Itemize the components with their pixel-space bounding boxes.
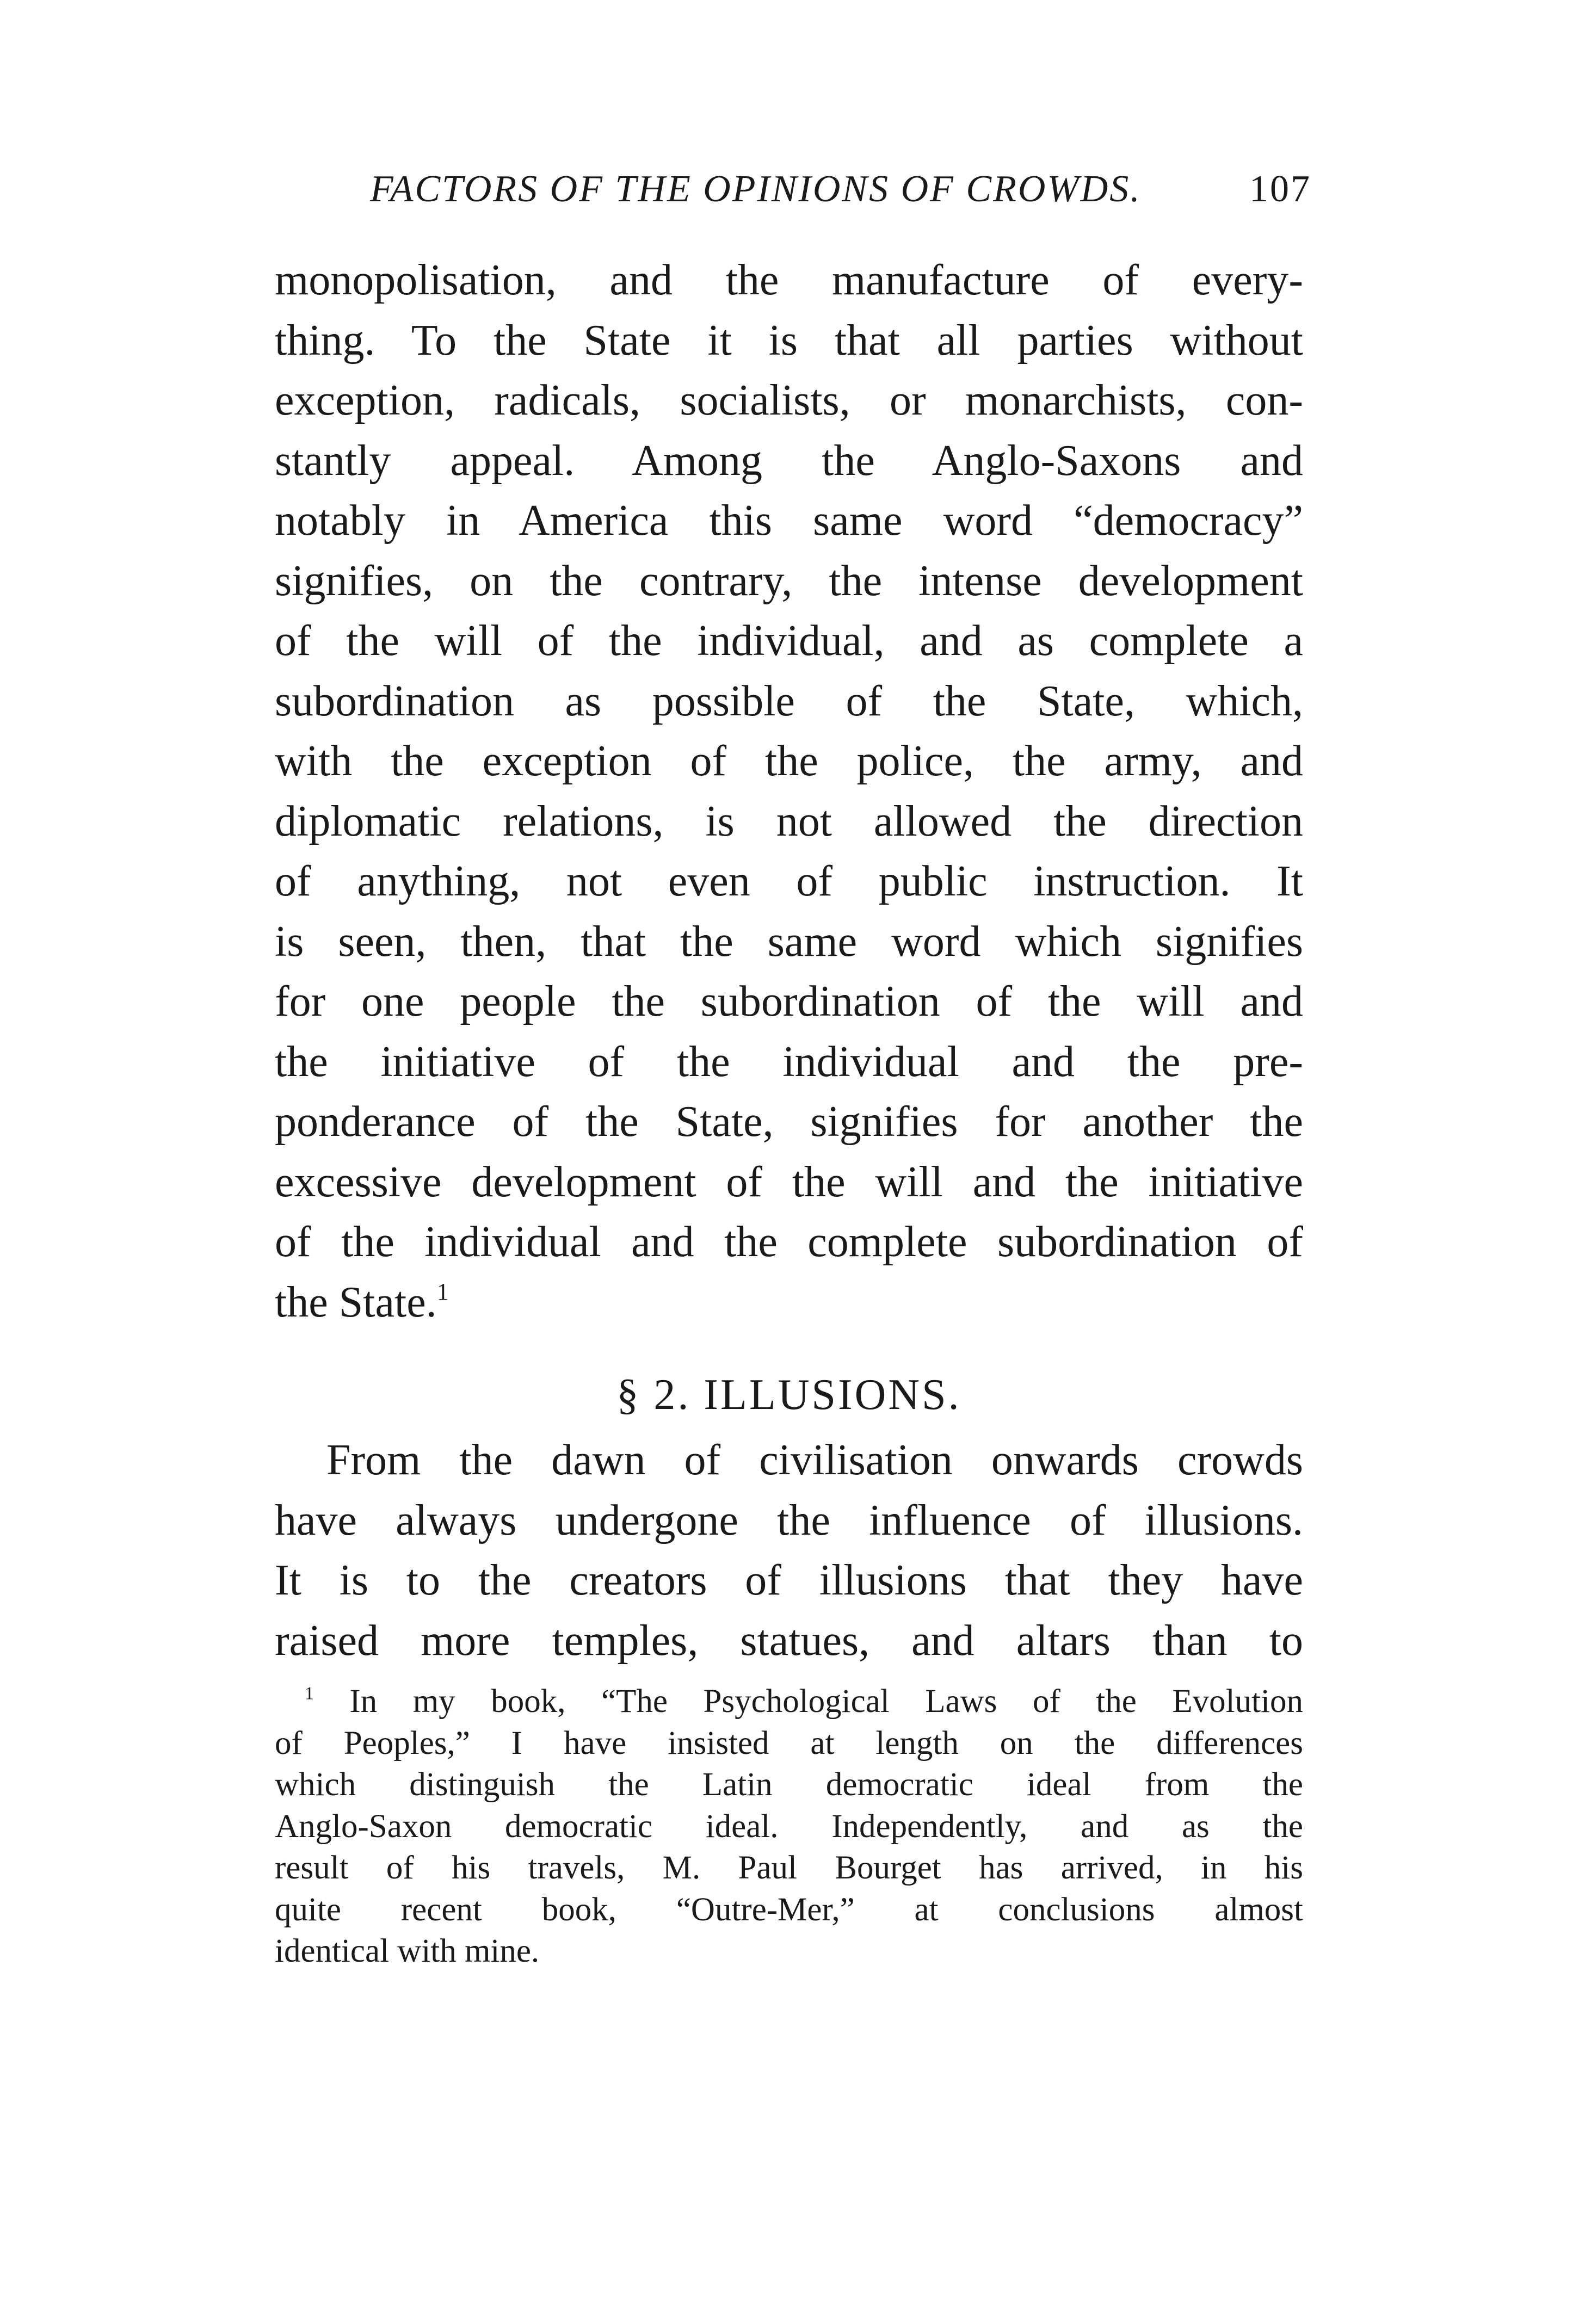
page-number: 107 [1249, 168, 1311, 210]
text-line: It is to the creators of illusions that they have [275, 1556, 1303, 1604]
text-line: diplomatic relations, is not allowed the direction [275, 797, 1303, 845]
text-line: stantly appeal. Among the Anglo-Saxons and [275, 436, 1303, 485]
footnote-line: identical with mine. [275, 1933, 540, 1969]
text-line: the initiative of the individual and the pre- [275, 1037, 1303, 1086]
text-line: thing. To the State it is that all parties without [275, 316, 1303, 364]
footnote-line: result of his travels, M. Paul Bourget has arrived, in his [275, 1850, 1303, 1886]
paragraph-1 [275, 250, 1303, 1332]
text-line: excessive development of the will and the initiative [275, 1158, 1303, 1206]
footnote [275, 1681, 1303, 1973]
text-line: of the will of the individual, and as complete a [275, 617, 1303, 665]
footnote-reference[interactable]: 1 [436, 1278, 449, 1305]
text-line: From the dawn of civilisation onwards crowds [326, 1436, 1303, 1484]
running-title: FACTORS OF THE OPINIONS OF CROWDS. [370, 168, 1142, 210]
text-line: with the exception of the police, the army, and [275, 737, 1303, 785]
text-line: subordination as possible of the State, which, [275, 677, 1303, 725]
text-line: of anything, not even of public instruction. It [275, 857, 1303, 905]
footnote-line: Anglo-Saxon democratic ideal. Independently, and as the [275, 1808, 1303, 1845]
text-line-content: the State. [275, 1278, 437, 1326]
text-line: is seen, then, that the same word which signifies [275, 917, 1303, 966]
text-line: have always undergone the influence of illusions. [275, 1496, 1303, 1544]
paragraph-2 [275, 1430, 1303, 1671]
text-line-final [275, 1272, 1303, 1333]
text-line: of the individual and the complete subordination of [275, 1218, 1303, 1266]
text-line: signifies, on the contrary, the intense development [275, 557, 1303, 605]
text-line: for one people the subordination of the will and [275, 978, 1303, 1025]
text-line: monopolisation, and the manufacture of every- [275, 256, 1303, 304]
footnote-line-text: In my book, “The Psychological Laws of the Evolution [349, 1683, 1303, 1720]
footnote-line: of Peoples,” I have insisted at length on the differences [275, 1725, 1303, 1761]
footnote-line: quite recent book, “Outre-Mer,” at conclusions almost [275, 1891, 1303, 1928]
footnote-line [275, 1681, 1303, 1723]
text-line: raised more temples, statues, and altars than to [275, 1616, 1303, 1665]
text-line: exception, radicals, socialists, or monarchists, con- [275, 376, 1303, 424]
running-header [359, 158, 1311, 223]
text-line: ponderance of the State, signifies for another the [275, 1098, 1303, 1146]
section-heading: § 2. ILLUSIONS. [616, 1371, 961, 1419]
footnote-line: which distinguish the Latin democratic ideal from the [275, 1766, 1303, 1803]
footnote-marker: 1 [305, 1683, 314, 1704]
text-line: notably in America this same word “democracy” [275, 497, 1303, 545]
main-text [275, 250, 1303, 1671]
